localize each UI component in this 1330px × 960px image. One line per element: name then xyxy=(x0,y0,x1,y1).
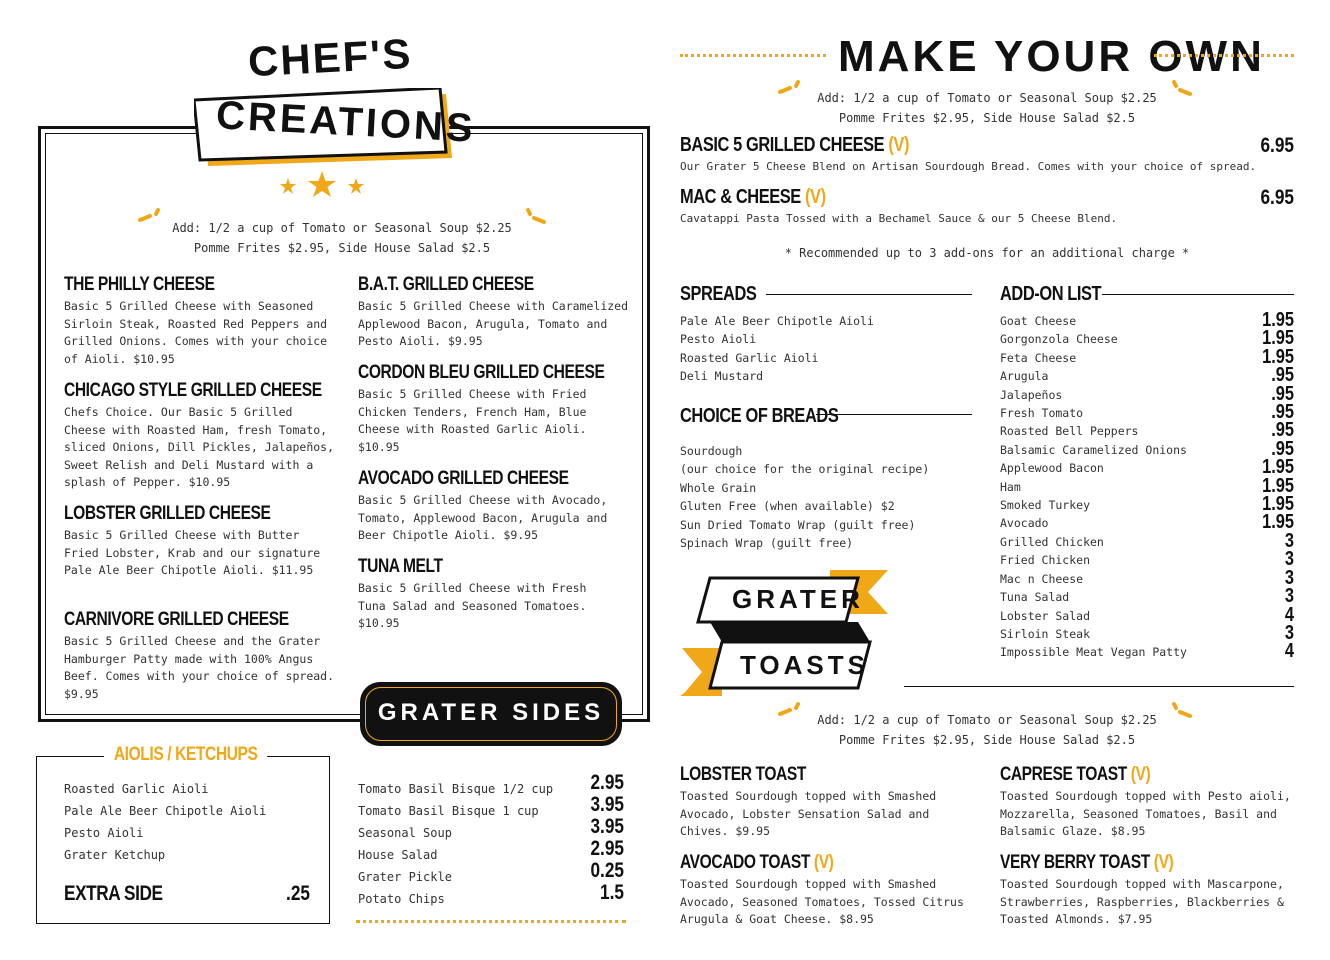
addon-price: 1.95 xyxy=(1262,309,1294,331)
list-item: Pesto Aioli xyxy=(680,332,757,347)
make-your-own-title: MAKE YOUR OWN xyxy=(838,32,1265,81)
side-price: 3.95 xyxy=(590,815,624,838)
list-item: Applewood Bacon xyxy=(1000,461,1104,476)
list-item: Roasted Garlic Aioli xyxy=(680,350,819,365)
menu-item: CARNIVORE GRILLED CHEESE Basic 5 Grilled Cheese and the Grater Hamburger Patty made with 100% Angus Beef. Comes with your choice of spread. $9.95 xyxy=(64,609,335,701)
spreads-list xyxy=(680,312,874,386)
toast-item: LOBSTER TOAST Toasted Sourdough topped with Smashed Avocado, Lobster Sensation Salad and Chives. $9.95 xyxy=(680,764,937,839)
addon-prices xyxy=(1234,311,1294,661)
menu-item: THE PHILLY CHEESE Basic 5 Grilled Cheese with Seasoned Sirloin Steak, Roasted Red Peppers and Grilled Onions. Comes with your choice of Aioli. $10.95 xyxy=(64,274,328,366)
list-item: Whole Grain xyxy=(680,480,757,495)
list-item: Feta Cheese xyxy=(1000,350,1077,365)
list-item: Arugula xyxy=(1000,369,1049,384)
menu-item: CHICAGO STYLE GRILLED CHEESE Chefs Choice. Our Basic 5 Grilled Cheese with Roasted Ham, fresh Tomato, sliced Onions, Dill Pickles, Jalapeños, Sweet Relish and Deli Mustard with a splash of Pepper. $10.95 xyxy=(64,380,335,490)
list-item: Grater Ketchup xyxy=(64,848,166,862)
side-price: 0.25 xyxy=(590,859,624,882)
menu-item: AVOCADO GRILLED CHEESE Basic 5 Grilled Cheese with Avocado, Tomato, Applewood Bacon, Arugula and Beer Chipotle Aioli. $9.95 xyxy=(358,468,608,543)
list-item: Sourdough xyxy=(680,444,743,458)
stars-decoration xyxy=(278,170,368,204)
list-item: Impossible Meat Vegan Patty xyxy=(1000,645,1187,660)
menu-item: LOBSTER GRILLED CHEESE Basic 5 Grilled Cheese with Butter Fried Lobster, Krab and our signature Pale Ale Beer Chipotle Aioli. $11.95 xyxy=(64,503,321,578)
basic-item-price: 6.95 xyxy=(1260,186,1294,209)
addon-price: 4 xyxy=(1284,640,1294,663)
toasts-banner-bottom: TOASTS xyxy=(740,650,869,680)
side-price: 3.95 xyxy=(590,793,624,816)
list-item: Jalapeños xyxy=(1000,387,1063,402)
myo-addon-note: Add: 1/2 a cup of Tomato or Seasonal Soup $2.25 Pomme Frites $2.95, Side House Salad $2.5 xyxy=(817,91,1157,125)
dotted-divider xyxy=(1154,54,1294,57)
toast-item: AVOCADO TOAST (V) Toasted Sourdough topped with Smashed Avocado, Seasoned Tomatoes, Tossed Citrus Arugula & Goat Cheese. $8.95 xyxy=(680,852,964,927)
addon-title: ADD-ON LIST xyxy=(1000,283,1102,305)
list-item: Gluten Free (when available) $2 xyxy=(680,499,895,514)
toast-item: VERY BERRY TOAST (V) Toasted Sourdough topped with Mascarpone, Strawberries, Raspberries, Blackberries & Toasted Almonds. $7.95 xyxy=(1000,852,1284,927)
list-item: Pale Ale Beer Chipotle Aioli xyxy=(680,314,874,328)
list-item: Smoked Turkey xyxy=(1000,498,1091,513)
basic-item-price: 6.95 xyxy=(1260,134,1294,157)
list-item: Fried Chicken xyxy=(1000,553,1091,568)
addon-price: 1.95 xyxy=(1262,456,1294,479)
side-price: 2.95 xyxy=(590,837,624,860)
addon-price: 1.95 xyxy=(1262,511,1294,534)
side-price: 1.5 xyxy=(600,881,624,904)
creations-banner xyxy=(194,88,477,166)
list-item: Lobster Salad xyxy=(1000,608,1091,623)
list-item: Ham xyxy=(1000,479,1021,494)
toasts-banner-top: GRATER xyxy=(732,584,864,614)
list-item: Spinach Wrap (guilt free) xyxy=(680,536,854,551)
list-item: Sun Dried Tomato Wrap (guilt free) xyxy=(680,517,916,532)
list-item: Sirloin Steak xyxy=(1000,626,1091,641)
menu-item: CORDON BLEU GRILLED CHEESE Basic 5 Grilled Cheese with Fried Chicken Tenders, French Ham, Blue Cheese with Roasted Garlic Aioli. $10.95 xyxy=(358,362,605,454)
menu-item: TUNA MELT Basic 5 Grilled Cheese with Fresh Tuna Salad and Seasoned Tomatoes. $10.95 xyxy=(358,556,587,631)
addon-price: .95 xyxy=(1271,364,1294,387)
addon-price: 1.95 xyxy=(1262,493,1294,516)
addon-price: 3 xyxy=(1284,566,1294,589)
addon-price: 3 xyxy=(1284,621,1294,644)
list-item: Pesto Aioli xyxy=(64,826,144,840)
addon-price: .95 xyxy=(1271,419,1294,442)
grater-toasts-banner xyxy=(680,570,890,700)
grater-sides-banner: GRATER SIDES xyxy=(360,682,622,746)
basic-item-name: BASIC 5 GRILLED CHEESE (V) xyxy=(680,134,910,156)
addon-price: 1.95 xyxy=(1262,345,1294,368)
list-item: Balsamic Caramelized Onions xyxy=(1000,442,1187,457)
breads-list xyxy=(680,442,929,552)
addon-price: 1.95 xyxy=(1262,474,1294,497)
chefs-title: CHEF'S xyxy=(246,29,414,86)
list-item: Pale Ale Beer Chipotle Aioli xyxy=(64,804,267,818)
list-item: Tuna Salad xyxy=(1000,590,1070,605)
dotted-divider xyxy=(356,920,626,923)
dotted-divider xyxy=(680,54,826,57)
addon-price: 3 xyxy=(1284,529,1294,552)
aiolis-title: AIOLIS / KETCHUPS xyxy=(104,744,267,766)
list-item: Seasonal Soup xyxy=(358,826,452,840)
basic-item-name: MAC & CHEESE (V) xyxy=(680,186,826,208)
section-rule xyxy=(1102,294,1294,295)
addon-price: .95 xyxy=(1271,401,1294,424)
menu-item: B.A.T. GRILLED CHEESE Basic 5 Grilled Cheese with Caramelized Applewood Bacon, Arugula, Tomato and Pesto Aioli. $9.95 xyxy=(358,274,629,349)
list-item: Goat Cheese xyxy=(1000,314,1077,328)
addon-price: 3 xyxy=(1284,548,1294,571)
list-item: Deli Mustard xyxy=(680,369,764,384)
list-item: Roasted Bell Peppers xyxy=(1000,424,1139,439)
list-item: Fresh Tomato xyxy=(1000,406,1084,421)
addon-price: .95 xyxy=(1271,382,1294,405)
addon-price: 4 xyxy=(1284,603,1294,626)
toasts-addon-note: Add: 1/2 a cup of Tomato or Seasonal Soup $2.25 Pomme Frites $2.95, Side House Salad $2.5 xyxy=(817,713,1157,747)
extra-side-label: EXTRA SIDE xyxy=(64,882,163,905)
addon-price: .95 xyxy=(1271,437,1294,460)
list-item: Avocado xyxy=(1000,516,1049,531)
list-item: Potato Chips xyxy=(358,892,445,906)
spreads-title: SPREADS xyxy=(680,283,757,305)
section-rule xyxy=(816,414,972,415)
list-item: Tomato Basil Bisque 1/2 cup xyxy=(358,782,554,796)
section-rule xyxy=(904,686,1294,687)
list-item: Roasted Garlic Aioli xyxy=(64,782,209,796)
extra-side-price: .25 xyxy=(286,882,310,905)
list-item: Gorgonzola Cheese xyxy=(1000,332,1118,347)
side-price: 2.95 xyxy=(590,771,624,794)
breads-title: CHOICE OF BREADS xyxy=(680,405,839,427)
toast-item: CAPRESE TOAST (V) Toasted Sourdough topped with Pesto aioli, Mozzarella, Seasoned Tomatoes, Basil and Balsamic Glaze. $8.95 xyxy=(1000,764,1291,839)
recommend-note: * Recommended up to 3 add-ons for an additional charge * xyxy=(784,246,1190,260)
list-item: Mac n Cheese xyxy=(1000,571,1084,586)
addon-names xyxy=(1000,312,1187,662)
basic-item-desc: Cavatappi Pasta Tossed with a Bechamel Sauce & our 5 Cheese Blend. xyxy=(680,212,1118,225)
list-item: House Salad xyxy=(358,848,438,862)
basic-item-desc: Our Grater 5 Cheese Blend on Artisan Sourdough Bread. Comes with your choice of spread. xyxy=(680,160,1257,173)
addon-price: 3 xyxy=(1284,585,1294,608)
list-item: Grilled Chicken xyxy=(1000,534,1104,549)
creations-title: CREATIONS xyxy=(215,93,477,151)
list-item: Grater Pickle xyxy=(358,870,452,884)
chefs-addon-note: Add: 1/2 a cup of Tomato or Seasonal Soup $2.25 Pomme Frites $2.95, Side House Salad $2.5 xyxy=(172,221,512,255)
addon-price: 1.95 xyxy=(1262,327,1294,350)
section-rule xyxy=(766,294,972,295)
list-item: Tomato Basil Bisque 1 cup xyxy=(358,804,539,818)
list-item: (our choice for the original recipe) xyxy=(680,462,930,477)
